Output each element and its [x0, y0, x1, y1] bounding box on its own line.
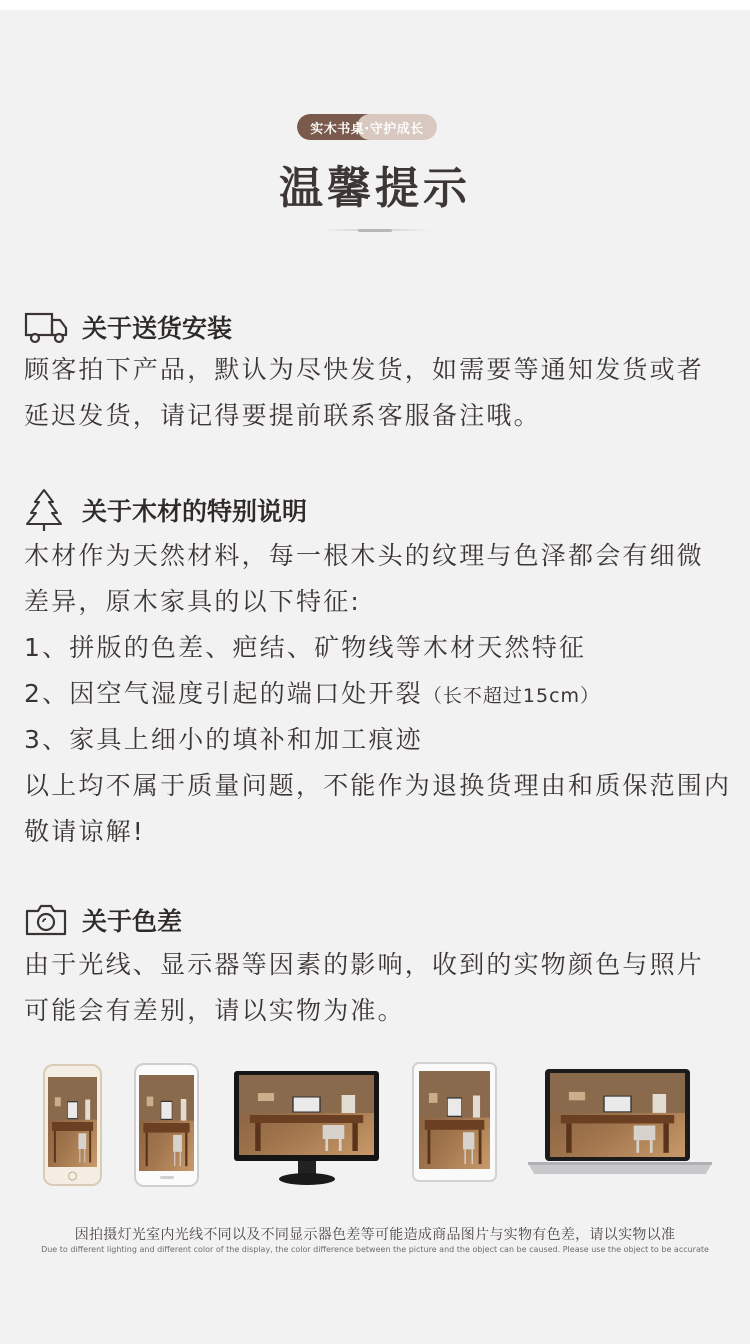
monitor [234, 1071, 379, 1185]
laptop [528, 1069, 712, 1174]
page-title: 温馨提示 [279, 163, 471, 214]
section-color-text [24, 942, 744, 1034]
section-wood-text [24, 533, 744, 855]
top-strip [0, 0, 750, 10]
tablet [413, 1063, 496, 1181]
camera-icon [24, 900, 68, 940]
paragraph-line: 差异，原木家具的以下特征: [24, 587, 362, 616]
paragraph-line-note: （长不超过15cm） [422, 685, 601, 707]
paragraph-line: 敬请谅解! [24, 817, 146, 846]
color-difference-note-en: Due to different lighting and different color of the display, the color difference between the picture and the object can be caused. Please use the object to be accurate [41, 1245, 709, 1254]
paragraph-line: 1、拼版的色差、疤结、矿物线等木材天然特征 [24, 633, 587, 662]
title-divider-mark [358, 229, 392, 232]
paragraph-line: 延迟发货，请记得要提前联系客服备注哦。 [24, 401, 541, 430]
device-comparison-image [0, 1055, 750, 1200]
section-heading: 关于木材的特别说明 [82, 497, 308, 526]
tree-icon [24, 490, 68, 530]
section-color-heading [24, 900, 182, 940]
section-wood-heading [24, 490, 307, 530]
paragraph-line: 以上均不属于质量问题，不能作为退换货理由和质保范围内 [24, 771, 732, 800]
paragraph-line: 3、家具上细小的填补和加工痕迹 [24, 725, 423, 754]
paragraph-line: 由于光线、显示器等因素的影响，收到的实物颜色与照片 [24, 950, 705, 979]
paragraph-line [24, 671, 744, 717]
badge-label: 实木书桌·守护成长 [310, 121, 424, 137]
paragraph-line: 顾客拍下产品，默认为尽快发货，如需要等通知发货或者 [24, 355, 705, 384]
section-delivery-text [24, 347, 744, 439]
section-delivery-heading [24, 307, 232, 347]
truck-icon [24, 307, 68, 347]
phone-gold [44, 1065, 101, 1185]
paragraph-line: 木材作为天然材料，每一根木头的纹理与色泽都会有细微 [24, 541, 705, 570]
color-difference-note: 因拍摄灯光室内光线不同以及不同显示器色差等可能造成商品图片与实物有色差，请以实物以准 [74, 1227, 676, 1243]
phone-white [135, 1064, 198, 1186]
section-heading: 关于色差 [82, 907, 183, 936]
badge [297, 114, 437, 140]
paragraph-line: 可能会有差别，请以实物为准。 [24, 996, 405, 1025]
section-heading: 关于送货安装 [82, 314, 233, 343]
paragraph-line-main: 2、因空气湿度引起的端口处开裂 [24, 679, 423, 708]
